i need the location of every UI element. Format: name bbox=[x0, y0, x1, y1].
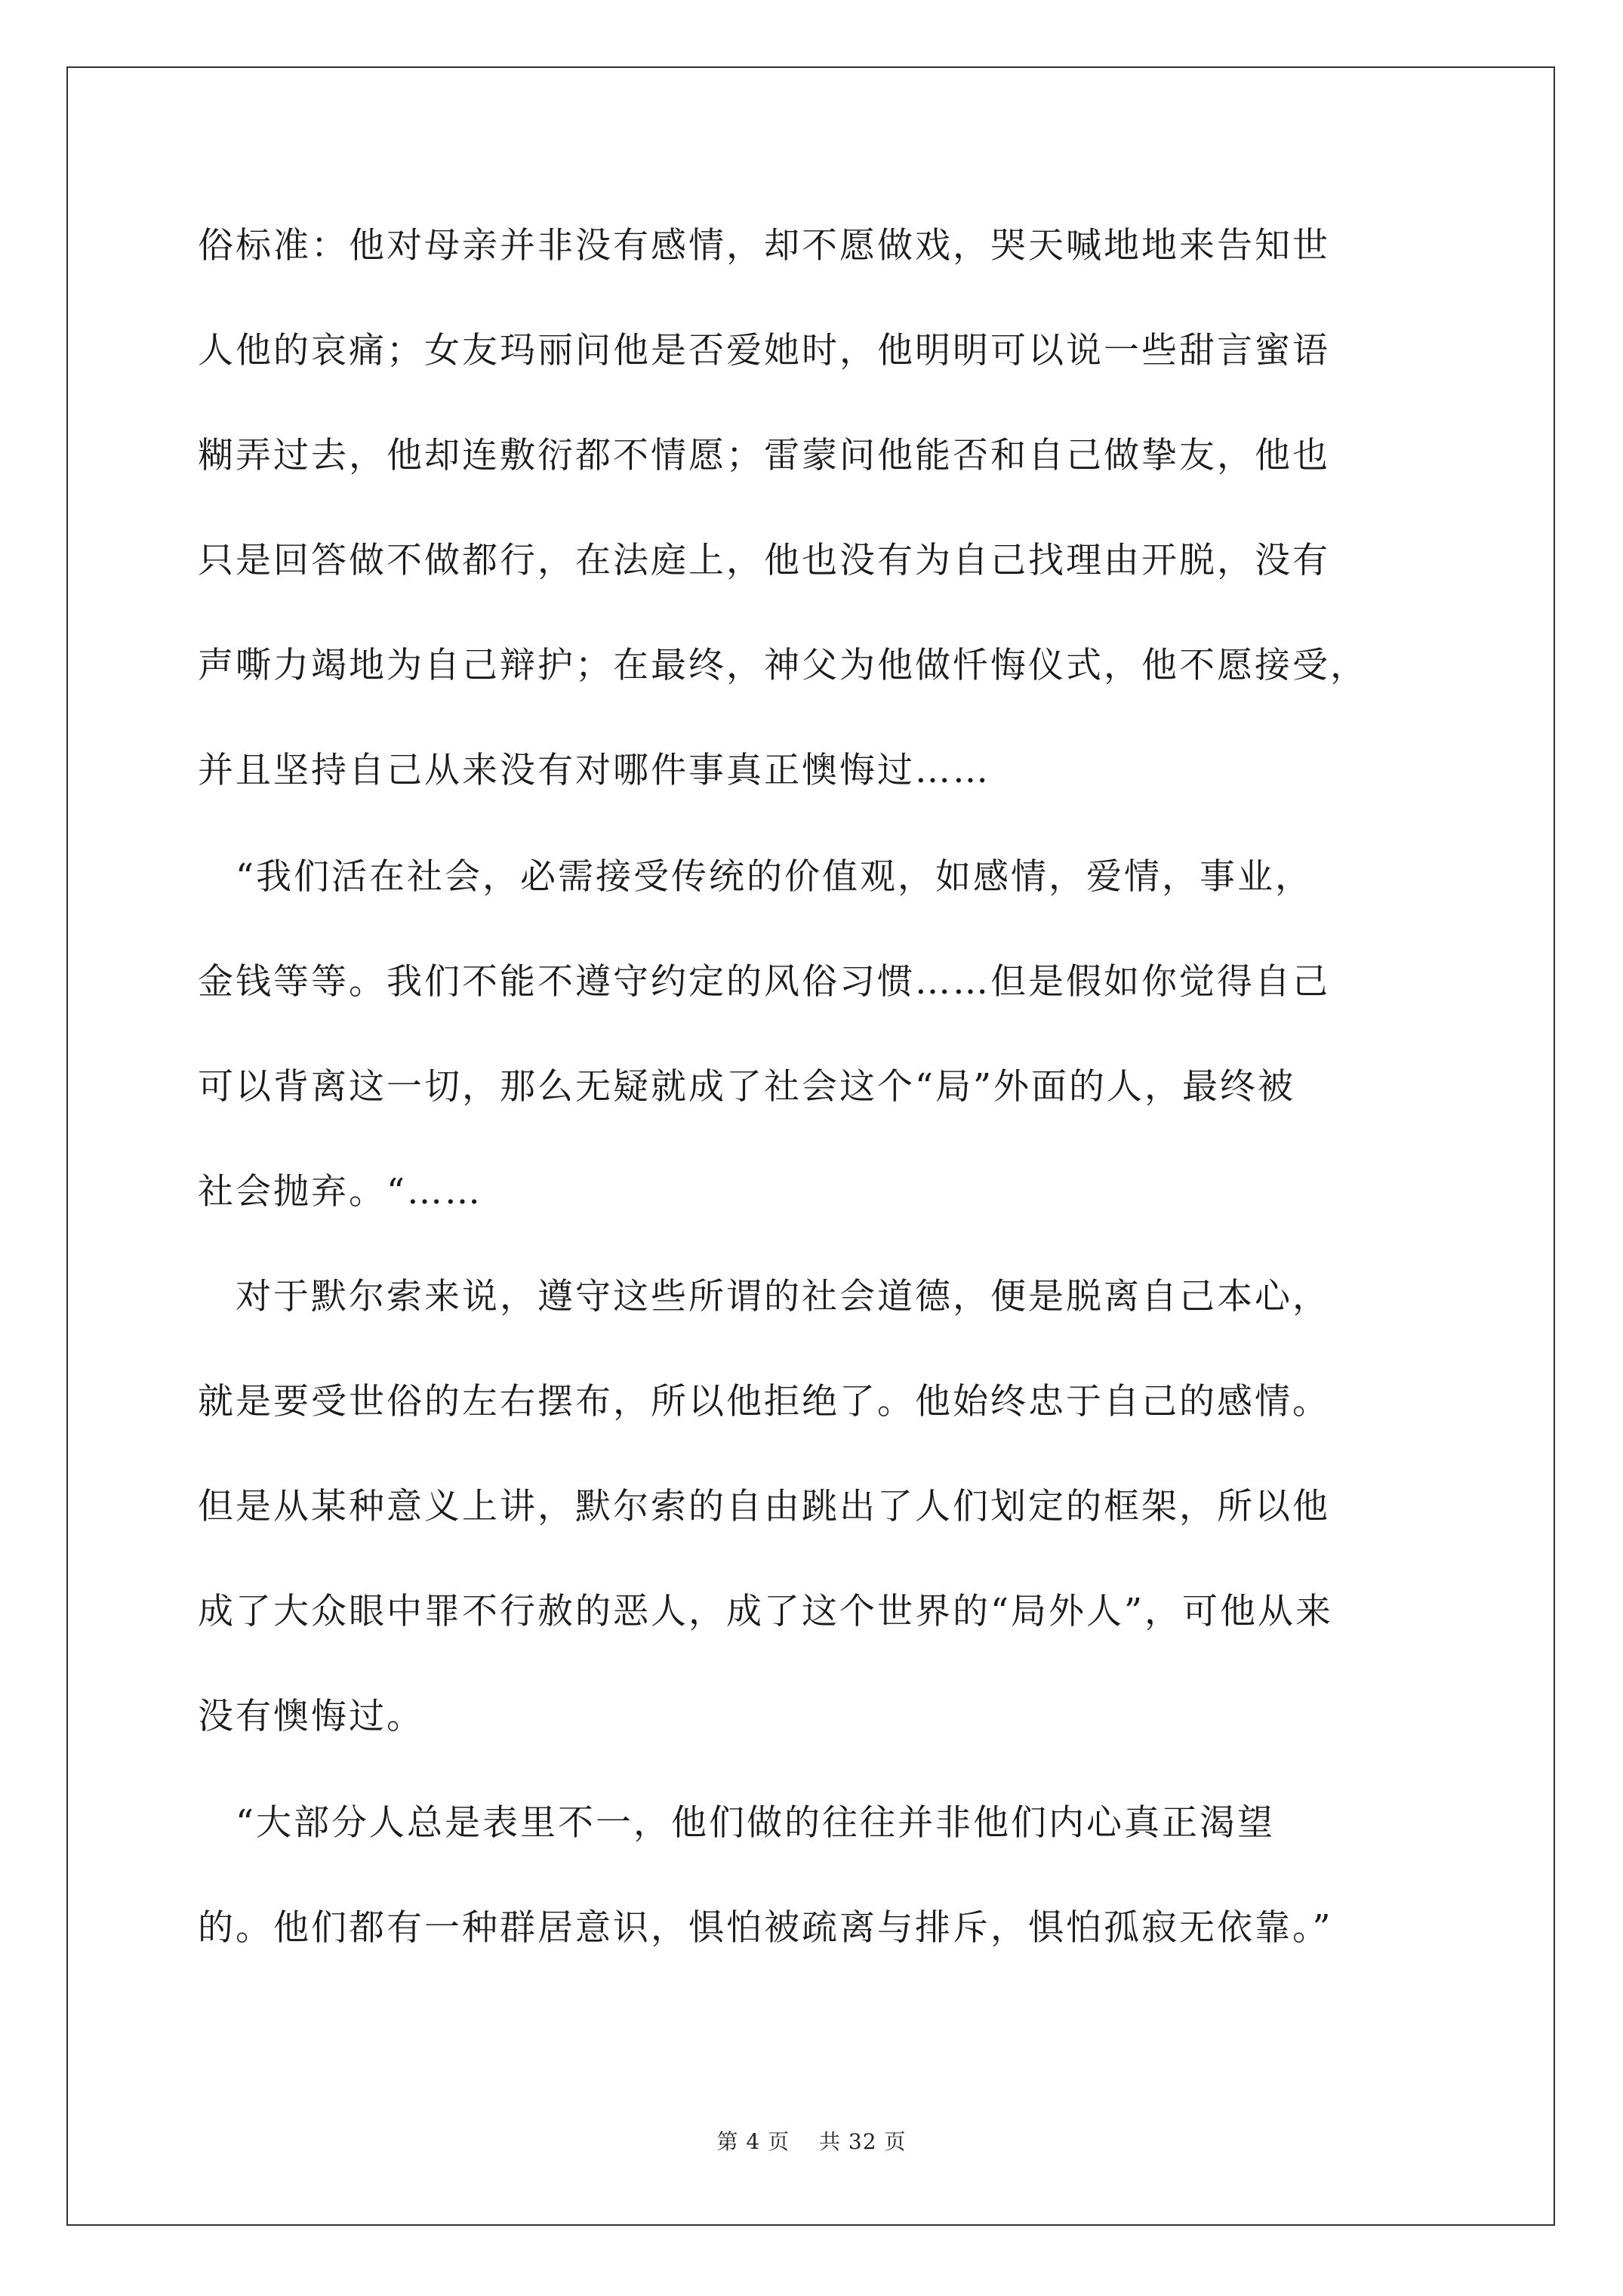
text-line: “大部分人总是表里不一，他们做的往往并非他们内心真正渴望 bbox=[198, 1802, 1276, 1844]
text-line: 人他的哀痛；女友玛丽问他是否爱她时，他明明可以说一些甜言蜜语 bbox=[198, 330, 1330, 371]
text-line: 金钱等等。我们不能不遵守约定的风俗习惯……但是假如你觉得自己 bbox=[198, 961, 1330, 1003]
text-line: 只是回答做不做都行，在法庭上，他也没有为自己找理由开脱，没有 bbox=[198, 540, 1330, 581]
text-line: 社会抛弃。“…… bbox=[198, 1171, 483, 1213]
text-line: 糊弄过去，他却连敷衍都不情愿；雷蒙问他能否和自己做挚友，他也 bbox=[198, 435, 1330, 476]
text-line: 但是从某种意义上讲，默尔索的自由跳出了人们划定的框架，所以他 bbox=[198, 1486, 1330, 1527]
page-number-footer: 第 4 页 共 32 页 bbox=[716, 2129, 907, 2154]
text-line: 的。他们都有一种群居意识，惧怕被疏离与排斥，惧怕孤寂无依靠。” bbox=[198, 1907, 1333, 1949]
text-line: 俗标准：他对母亲并非没有感情，却不愿做戏，哭天喊地地来告知世 bbox=[198, 225, 1330, 267]
text-line: 没有懊悔过。 bbox=[198, 1696, 424, 1737]
text-line: 对于默尔索来说，遵守这些所谓的社会道德，便是脱离自己本心， bbox=[198, 1276, 1330, 1318]
text-line: 成了大众眼中罪不行赦的恶人，成了这个世界的“局外人”，可他从来 bbox=[198, 1591, 1334, 1632]
text-line: 就是要受世俗的左右摆布，所以他拒绝了。他始终忠于自己的感情。 bbox=[198, 1381, 1330, 1422]
text-line: “我们活在社会，必需接受传统的价值观，如感情，爱情，事业， bbox=[198, 856, 1313, 898]
text-line: 并且坚持自己从来没有对哪件事真正懊悔过…… bbox=[198, 750, 990, 791]
text-line: 可以背离这一切，那么无疑就成了社会这个“局”外面的人，最终被 bbox=[198, 1066, 1296, 1108]
page-border bbox=[66, 66, 1555, 2226]
text-line: 声嘶力竭地为自己辩护；在最终，神父为他做忏悔仪式，他不愿接受， bbox=[198, 645, 1368, 686]
